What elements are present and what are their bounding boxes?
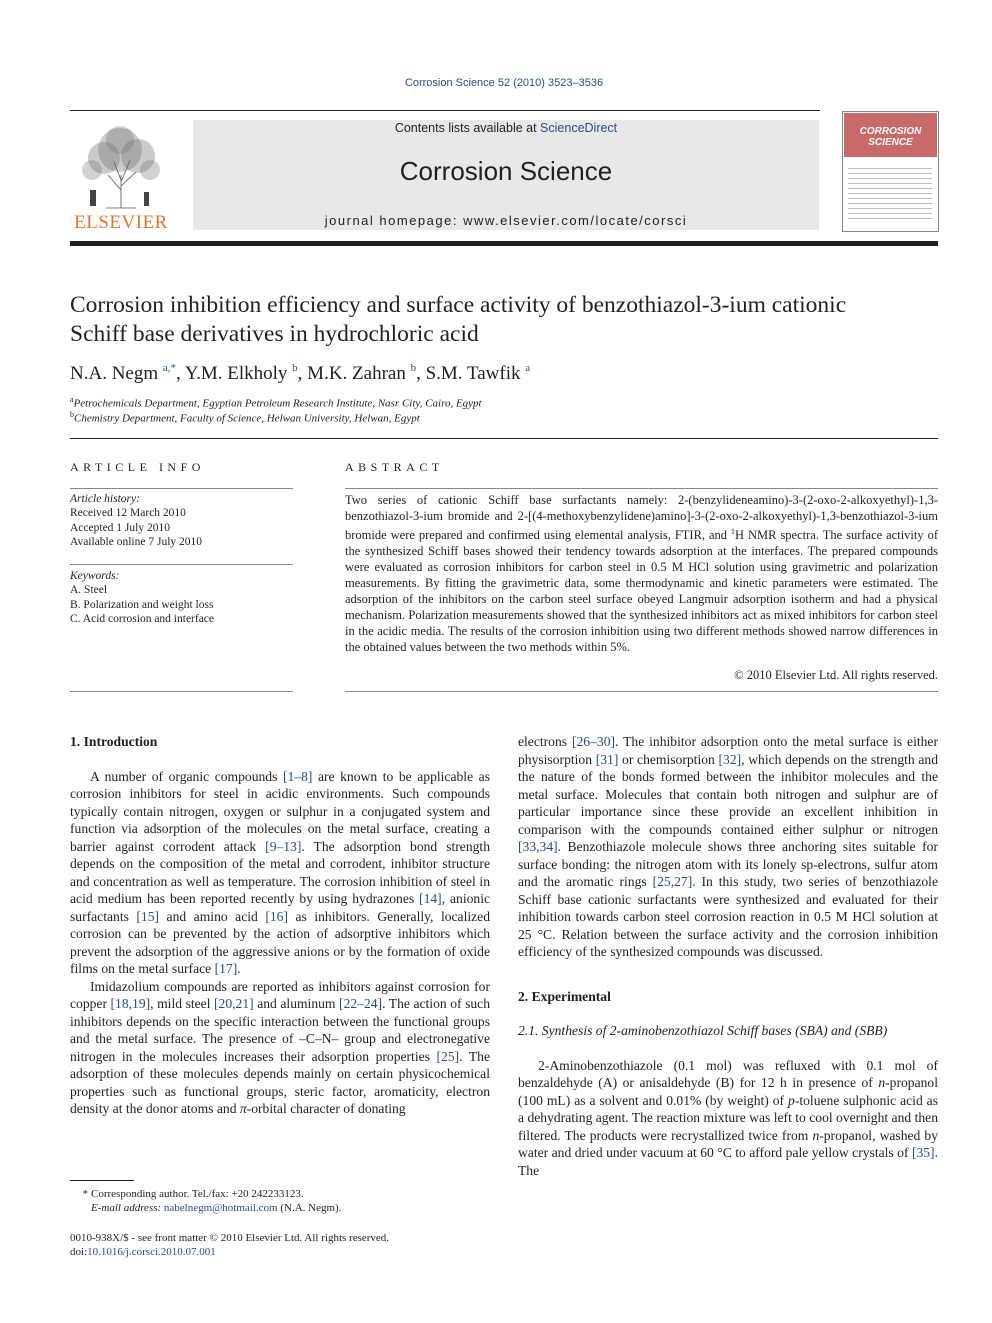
citation-link[interactable]: [9–13]: [265, 838, 302, 854]
journal-name: Corrosion Science: [399, 156, 613, 186]
footnote-corresponding: * Corresponding author. Tel./fax: +20 242233123.: [82, 1188, 304, 1200]
masthead-rule: [70, 241, 938, 246]
elsevier-wordmark: ELSEVIER: [74, 212, 168, 233]
section-heading-introduction: 1. Introduction: [70, 734, 158, 749]
citation-link[interactable]: [26–30]: [571, 734, 616, 749]
sciencedirect-link[interactable]: ScienceDirect: [540, 121, 618, 135]
italic-text: π: [239, 1101, 247, 1116]
author: M.K. Zahran $^b$,: [307, 362, 426, 384]
citation-link[interactable]: [25,27]: [652, 874, 693, 889]
history-online: Available online 7 July 2010: [70, 535, 203, 548]
keyword: C. Acid corrosion and interface: [70, 612, 215, 625]
journal-reference[interactable]: Corrosion Science 52 (2010) 3523–3536: [404, 77, 604, 89]
footnote-email: E-mail address: nabelnegm@hotmail.com (N.A. Negm).: [91, 1202, 342, 1214]
contents-prefix: Contents lists available at: [394, 121, 541, 135]
keyword: B. Polarization and weight loss: [70, 598, 214, 611]
article-history: [70, 492, 293, 549]
citation-link[interactable]: [17]: [214, 961, 238, 976]
author: Y.M. Elkholy $^b$,: [184, 362, 308, 384]
contents-line: [193, 121, 819, 135]
citation-link[interactable]: [14]: [419, 891, 442, 906]
italic-text: n: [878, 1075, 886, 1090]
citation-link[interactable]: [25]: [436, 1048, 460, 1064]
divider: [70, 564, 293, 565]
author-list: [70, 362, 950, 385]
email-label: E-mail address:: [91, 1202, 162, 1214]
title-line-2: Schiff base derivatives in hydrochloric acid: [70, 321, 479, 347]
keywords: [70, 569, 293, 626]
keyword: A. Steel: [70, 584, 108, 597]
section-heading-experimental: 2. Experimental: [518, 988, 611, 1004]
cover-contents-lines: [848, 168, 932, 223]
header-rule: [70, 110, 820, 111]
issn-line: 0010-938X/$ - see front matter © 2010 Elsevier Ltd. All rights reserved.: [70, 1232, 390, 1244]
divider: [70, 488, 293, 489]
author-affil-link[interactable]: b: [410, 362, 417, 374]
abstract-copyright: © 2010 Elsevier Ltd. All rights reserved.: [734, 668, 938, 682]
history-accepted: Accepted 1 July 2010: [70, 521, 170, 534]
journal-cover-thumbnail[interactable]: [842, 111, 939, 232]
email-link[interactable]: nabelnegm@hotmail.com: [163, 1202, 278, 1214]
article-title: [70, 291, 950, 349]
divider: [345, 691, 938, 692]
citation-link[interactable]: [32]: [718, 751, 742, 767]
citation-link[interactable]: [20,21]: [214, 996, 254, 1011]
divider: [345, 488, 938, 489]
title-line-1: Corrosion inhibition efficiency and surface activity of benzothiazol-3-ium cationic: [70, 292, 847, 318]
author: S.M. Tawfik $^a$: [425, 362, 531, 384]
left-column: [70, 733, 490, 1118]
author-affil-link[interactable]: a,*: [162, 362, 177, 374]
paragraph: 2-Aminobenzothiazole (0.1 mol) was refluxed with 0.1 mol of benzaldehyde (A) or anisaldehyde (B) for 12 h in presence of n-propanol (100 mL) as a solvent and 0.01% (by weight) of p-toluene sulphonic acid as a dehydrating agent. The reaction mixture was left to cool overnight and then filtered. The products were recrystallized twice from n-propanol, washed by water and dried under vacuum at 60 °C to afford pale yellow crystals of [35]. The: [518, 1057, 939, 1178]
citation-link[interactable]: [35]: [911, 1145, 935, 1160]
author-affil-link[interactable]: b: [292, 362, 298, 374]
affiliation-a: $^a$Petrochemicals Department, Egyptian Petroleum Research Institute, Nasr City, Cairo, Egypt: [70, 395, 482, 410]
affiliation-b: $^b$Chemistry Department, Faculty of Science, Helwan University, Helwan, Egypt: [70, 410, 420, 425]
doi-link[interactable]: 10.1016/j.corsci.2010.07.001: [87, 1246, 216, 1258]
paragraph: electrons [26–30]. The inhibitor adsorption onto the metal surface is either physisorption [31] or chemisorption [32], which depends on the strength and the nature of the bonds formed between the inhibitor molecules and the metal surface. Molecules that contain both nitrogen and sulphur are of particular importance since these provide an excellent inhibition in comparison with the compounds contained either sulphur or nitrogen [33,34]. Benzothiazole molecule shows three anchoring sites suitable for surface bonding: the nitrogen atom with its lonely sp-electrons, sulfur atom and the aromatic rings [25,27]. In this study, two series of benzothiazole Schiff base cationic surfactants were synthesized and evaluated for their inhibition towards carbon steel corrosion reaction in 0.5 M HCl solution at 25 °C. Relation between the surface activity and the corrosion inhibition efficiency of the synthesized compounds was discussed.: [518, 734, 939, 959]
footnote-rule: [70, 1180, 134, 1181]
divider: [70, 691, 293, 692]
history-received: Received 12 March 2010: [70, 507, 186, 520]
abstract-heading: ABSTRACT: [345, 460, 444, 474]
paragraph: Imidazolium compounds are reported as inhibitors against corrosion for copper [18,19], mild steel [20,21] and aluminum [22–24]. The action of such inhibitors depends on the specific interaction between the functional groups and the metal surface. The presence of –C–N– group and electronegative nitrogen in the molecules increases their adsorption properties [25]. The adsorption of these molecules depends mainly on certain physicochemical properties such as functional groups, steric factor, aromaticity, electron density at the donor atoms and π-orbital character of donating: [70, 978, 490, 1116]
citation-link[interactable]: [16]: [265, 908, 288, 924]
italic-text: n: [812, 1127, 820, 1143]
citation-link[interactable]: [18,19]: [110, 996, 151, 1011]
citation-link[interactable]: [33,34]: [518, 839, 558, 854]
journal-homepage[interactable]: journal homepage: www.elsevier.com/locate/corsci: [324, 213, 688, 228]
divider: [70, 438, 938, 439]
paragraph: A number of organic compounds [1–8] are known to be applicable as corrosion inhibitors for steel in acidic environments. Such compounds typically contain nitrogen, oxygen or sulphur in a conjugated system and function via adsorption of the molecules on the metal surface, creating a barrier against corrodent attack [9–13]. The adsorption bond strength depends on the composition of the metal and corrodent, inhibitor structure and concentration as well as temperature. The corrosion inhibition of steel in acid medium has been reported recently by using hydrazones [14], anionic surfactants [15] and amino acid [16] as inhibitors. Generally, localized corrosion can be prevented by the action of adsorptive inhibitors which prevent the adsorption of the aggressive anions or by the formation of oxide films on the metal surface [17].: [70, 768, 491, 976]
italic-text: p: [788, 1092, 795, 1108]
citation-link[interactable]: [22–24]: [339, 996, 383, 1011]
right-column: [518, 733, 938, 1179]
citation-link[interactable]: [15]: [136, 908, 160, 924]
keywords-label: Keywords:: [70, 570, 120, 582]
doi-line: doi:10.1016/j.corsci.2010.07.001: [70, 1246, 216, 1258]
article-info-heading: ARTICLE INFO: [70, 460, 205, 474]
cover-title-line2: SCIENCE: [868, 137, 913, 148]
citation-link[interactable]: [31]: [595, 751, 619, 767]
cover-title-line1: CORROSION: [859, 126, 922, 137]
history-label: Article history:: [70, 493, 140, 505]
author-affil-link[interactable]: a: [525, 362, 531, 374]
citation-link[interactable]: [1–8]: [282, 768, 313, 784]
author: N.A. Negm $^{a,*}$,: [70, 362, 185, 384]
cover-title: [843, 126, 938, 148]
abstract-body: Two series of cationic Schiff base surfactants namely: 2-(benzylideneamino)-3-(2-oxo-2-alkoxyethyl)-1,3-benzothiazol-3-ium bromide and 2-[(4-methoxybenzylidene)amino]-3-(2-oxo-2-alkoxyethyl)-1,3-benzothiazol-3-ium bromide were prepared and confirmed using elemental analysis, FTIR, and $^1$H NMR spectra. The surface activity of the synthesized Schiff bases showed their tendency towards adsorption at the interfaces. The prepared compounds were evaluated as corrosion inhibitors for carbon steel in 0.5 M HCl solution using gravimetric and polarization measurements. By fitting the gravimetric data, some thermodynamic and kinetic parameters were estimated. The adsorption of the inhibitors on the carbon steel surface obeyed Langmuir adsorption isotherm and had a physical mechanism. Polarization measurements showed that the synthesized inhibitors act as mixed inhibitors for carbon steel in the acidic media. The results of the corrosion inhibition using two different methods showed narrow differences in the obtained values between the two methods within 5%.: [345, 493, 938, 655]
subsection-heading: 2.1. Synthesis of 2-aminobenzothiazol Schiff bases (SBA) and (SBB): [518, 1023, 888, 1038]
